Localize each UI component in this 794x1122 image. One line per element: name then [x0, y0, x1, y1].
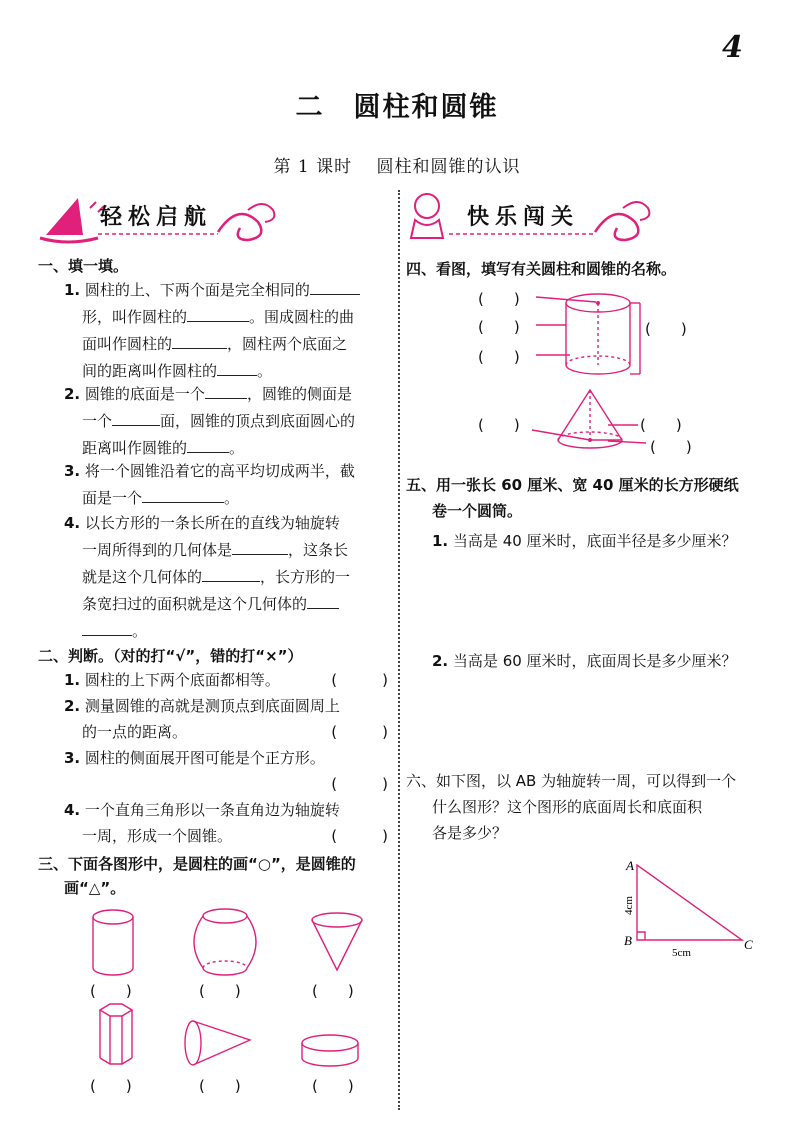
label-c: C	[744, 937, 753, 952]
answer-paren[interactable]: ( )	[199, 982, 241, 1000]
answer-blank[interactable]	[202, 563, 260, 582]
q-text: ，长方形的一	[260, 568, 351, 586]
label-a: A	[626, 858, 634, 873]
s1-question-2	[64, 380, 394, 461]
answer-blank[interactable]	[82, 617, 132, 636]
label-b: B	[624, 933, 632, 948]
q-number: 1.	[64, 281, 81, 299]
s5-question-1	[432, 528, 737, 554]
q-text: ，圆锥的侧面是	[246, 385, 352, 403]
section5-heading	[406, 472, 739, 524]
short-cylinder-shape-icon	[302, 1035, 358, 1066]
q-text: 。	[257, 362, 273, 380]
q-text: 。	[132, 622, 148, 640]
answer-blank[interactable]	[232, 536, 288, 555]
answer-paren[interactable]: ( )	[650, 438, 692, 456]
answer-paren[interactable]: ( )	[90, 982, 132, 1000]
q-text: ，这条长	[288, 541, 349, 559]
q-text: 一个直角三角形以一条直角边为轴旋转	[84, 801, 340, 819]
q-number: 4.	[64, 801, 81, 819]
q-number: 3.	[64, 749, 81, 767]
side-ab-length: 4cm	[623, 896, 635, 915]
labeled-cone-icon	[532, 390, 646, 448]
section3-heading-line: 画“△”。	[64, 879, 126, 897]
answer-paren[interactable]: ( )	[478, 290, 520, 308]
section6-question	[406, 768, 766, 846]
inverted-cone-shape-icon	[312, 913, 362, 970]
sideways-cone-shape-icon	[185, 1021, 250, 1065]
section1-heading: 一、填一填。	[38, 257, 129, 275]
answer-blank[interactable]	[217, 357, 257, 376]
answer-blank[interactable]	[205, 380, 247, 399]
answer-blank[interactable]	[142, 484, 224, 503]
section4-heading: 四、看图，填写有关圆柱和圆锥的名称。	[406, 260, 677, 278]
answer-paren[interactable]: ( )	[331, 723, 388, 741]
left-banner-title: 轻松启航	[100, 205, 213, 230]
answer-paren[interactable]: ( )	[478, 416, 520, 434]
section6-line: 什么图形？这个图形的底面周长和底面积	[432, 798, 703, 816]
answer-paren[interactable]: ( )	[331, 671, 388, 689]
q-text: 测量圆锥的高就是测顶点到底面圆周上	[84, 697, 340, 715]
section5-heading-line: 卷一个圆筒。	[432, 502, 523, 520]
labeled-cylinder-icon	[536, 294, 640, 374]
q-text: 将一个圆锥沿着它的高平均切成两半，截	[84, 462, 355, 480]
hexagonal-prism-shape-icon	[100, 1004, 132, 1064]
answer-paren[interactable]: ( )	[478, 348, 520, 366]
q-text: 圆柱的侧面展开图可能是个正方形。	[84, 749, 325, 767]
q-text: 间的距离叫作圆柱的	[82, 362, 218, 380]
section3-heading	[38, 852, 356, 900]
q-text: 一周所得到的几何体是	[82, 541, 233, 559]
s2-question-1	[64, 667, 388, 693]
q-text: 距离叫作圆锥的	[82, 439, 188, 457]
q-number: 1.	[432, 532, 449, 550]
q-text: 。围成圆柱的曲	[249, 308, 355, 326]
barrel-shape-icon	[194, 909, 256, 975]
s2-question-4	[64, 797, 388, 849]
q-text: 圆柱的上、下两个面是完全相同的	[84, 281, 310, 299]
q-text: 面，圆锥的顶点到底面圆心的	[160, 412, 356, 430]
section3-heading-line: 三、下面各图形中，是圆柱的画“○”，是圆锥的	[38, 855, 356, 873]
q-text: 就是这个几何体的	[82, 568, 203, 586]
q-number: 2.	[432, 652, 449, 670]
s1-question-4	[64, 510, 394, 644]
q-text: 当高是 60 厘米时，底面周长是多少厘米？	[452, 652, 737, 670]
answer-paren[interactable]: ( )	[90, 1077, 132, 1095]
q-text: 以长方形的一条长所在的直线为轴旋转	[84, 514, 340, 532]
cylinder-shape-icon	[93, 910, 133, 975]
answer-paren[interactable]: ( )	[640, 416, 682, 434]
q-text: 面是一个	[82, 489, 143, 507]
q-number: 1.	[64, 671, 81, 689]
lesson-title: 第 1 课时 圆柱和圆锥的认识	[273, 157, 521, 177]
left-banner	[38, 190, 288, 240]
q-text: 圆柱的上下两个底面都相等。	[84, 671, 280, 689]
answer-paren[interactable]: ( )	[199, 1077, 241, 1095]
column-divider	[398, 190, 400, 1110]
q-text: 当高是 40 厘米时，底面半径是多少厘米？	[452, 532, 737, 550]
s1-question-1	[64, 276, 394, 384]
q-text: 圆锥的底面是一个	[84, 385, 205, 403]
q-text: 条宽扫过的面积就是这个几何体的	[82, 595, 308, 613]
q-text: 。	[229, 439, 245, 457]
answer-blank[interactable]	[187, 434, 229, 453]
answer-blank[interactable]	[307, 590, 339, 609]
section6-line: 各是多少？	[432, 824, 508, 842]
right-triangle-diagram	[620, 855, 770, 965]
page-number: 4	[722, 30, 743, 65]
s2-question-2	[64, 693, 388, 745]
q-text: ，圆柱两个底面之	[227, 335, 348, 353]
q-text: 的一点的距离。	[82, 723, 188, 741]
section2-heading: 二、判断。（对的打“√”，错的打“×”）	[38, 647, 303, 665]
answer-paren[interactable]: ( )	[312, 982, 354, 1000]
s5-question-2	[432, 648, 737, 674]
section5-heading-line: 五、用一张长 60 厘米、宽 40 厘米的长方形硬纸	[406, 476, 739, 494]
answer-paren[interactable]: ( )	[331, 775, 388, 793]
q-text: 一个	[82, 412, 113, 430]
q-number: 3.	[64, 462, 81, 480]
right-banner	[405, 190, 665, 240]
q-text: 一周，形成一个圆锥。	[82, 827, 233, 845]
answer-blank[interactable]	[112, 407, 160, 426]
section6-line: 六、如下图，以 AB 为轴旋转一周，可以得到一个	[406, 772, 737, 790]
answer-paren[interactable]: ( )	[478, 318, 520, 336]
answer-blank[interactable]	[310, 276, 360, 295]
q-number: 2.	[64, 385, 81, 403]
q-text: 。	[224, 489, 240, 507]
s1-question-3	[64, 458, 394, 511]
q-text: 形，叫作圆柱的	[82, 308, 188, 326]
chapter-title: 二 圆柱和圆锥	[295, 92, 499, 123]
q-number: 4.	[64, 514, 81, 532]
side-bc-length: 5cm	[672, 947, 691, 959]
answer-paren[interactable]: ( )	[645, 320, 687, 338]
right-banner-title: 快乐闯关	[467, 205, 580, 230]
q-number: 2.	[64, 697, 81, 715]
s2-question-3	[64, 745, 388, 797]
q-text: 面叫作圆柱的	[82, 335, 173, 353]
answer-paren[interactable]: ( )	[312, 1077, 354, 1095]
answer-paren[interactable]: ( )	[331, 827, 388, 845]
answer-blank[interactable]	[187, 303, 249, 322]
answer-blank[interactable]	[172, 330, 227, 349]
